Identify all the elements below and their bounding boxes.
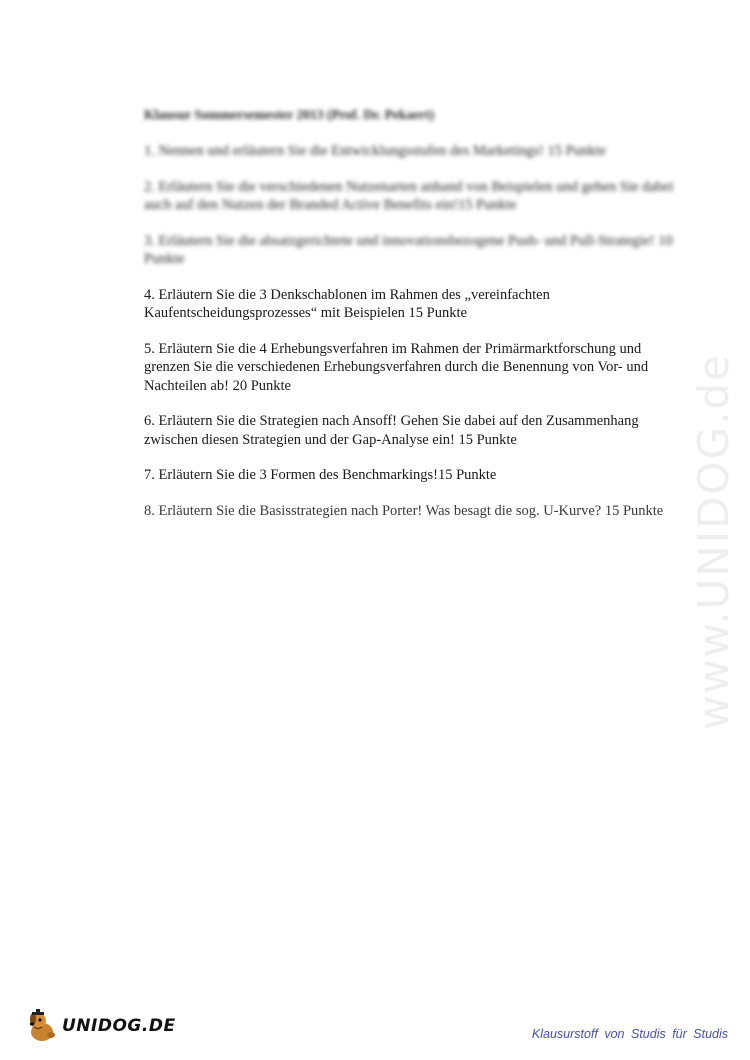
logo-text: UNIDOG.DE — [62, 1016, 176, 1036]
document-title: Klausur Sommersemester 2013 (Prof. Dr. Pekaert) — [144, 107, 435, 122]
question-2: 2. Erläutern Sie die verschiedenen Nutzenarten anhand von Beispielen und gehen Sie dabei auch auf den Nutzen der Branded Active Benefits ein!15 Punkte — [144, 178, 674, 213]
dog-mascot-icon — [24, 1008, 60, 1044]
question-3: 3. Erläutern Sie die absatzgerichtete und innovationsbezogene Push- und Pull-Strategie! 10 Punkte — [144, 232, 673, 267]
watermark-text: www.UNIDOG.de — [689, 353, 738, 730]
question-5: 5. Erläutern Sie die 4 Erhebungsverfahren im Rahmen der Primärmarktforschung und grenzen Sie die verschiedenen Erhebungsverfahren durch die Benennung von Vor- und Nachteilen ab! 20 Punkte — [144, 340, 649, 394]
question-8: 8. Erläutern Sie die Basisstrategien nach Porter! Was besagt die sog. U-Kurve? 15 Punkte — [144, 502, 664, 519]
question-4: 4. Erläutern Sie die 3 Denkschablonen im Rahmen des „vereinfachten Kaufentscheidungsprozesses“ mit Beispielen 15 Punkte — [144, 286, 550, 321]
unidog-logo[interactable] — [24, 1006, 176, 1046]
question-6: 6. Erläutern Sie die Strategien nach Ansoff! Gehen Sie dabei auf den Zusammenhang zwischen diesen Strategien und der Gap-Analyse ein! 15 Punkte — [144, 413, 639, 448]
watermark — [689, 290, 738, 730]
document-content — [144, 106, 674, 537]
question-1: 1. Nennen und erläutern Sie die Entwicklungsstufen des Marketings! 15 Punkte — [144, 143, 606, 159]
question-7: 7. Erläutern Sie die 3 Formen des Benchmarkings!15 Punkte — [144, 467, 497, 483]
footer-tagline: Klausurstoff von Studis für Studis — [531, 1027, 728, 1041]
